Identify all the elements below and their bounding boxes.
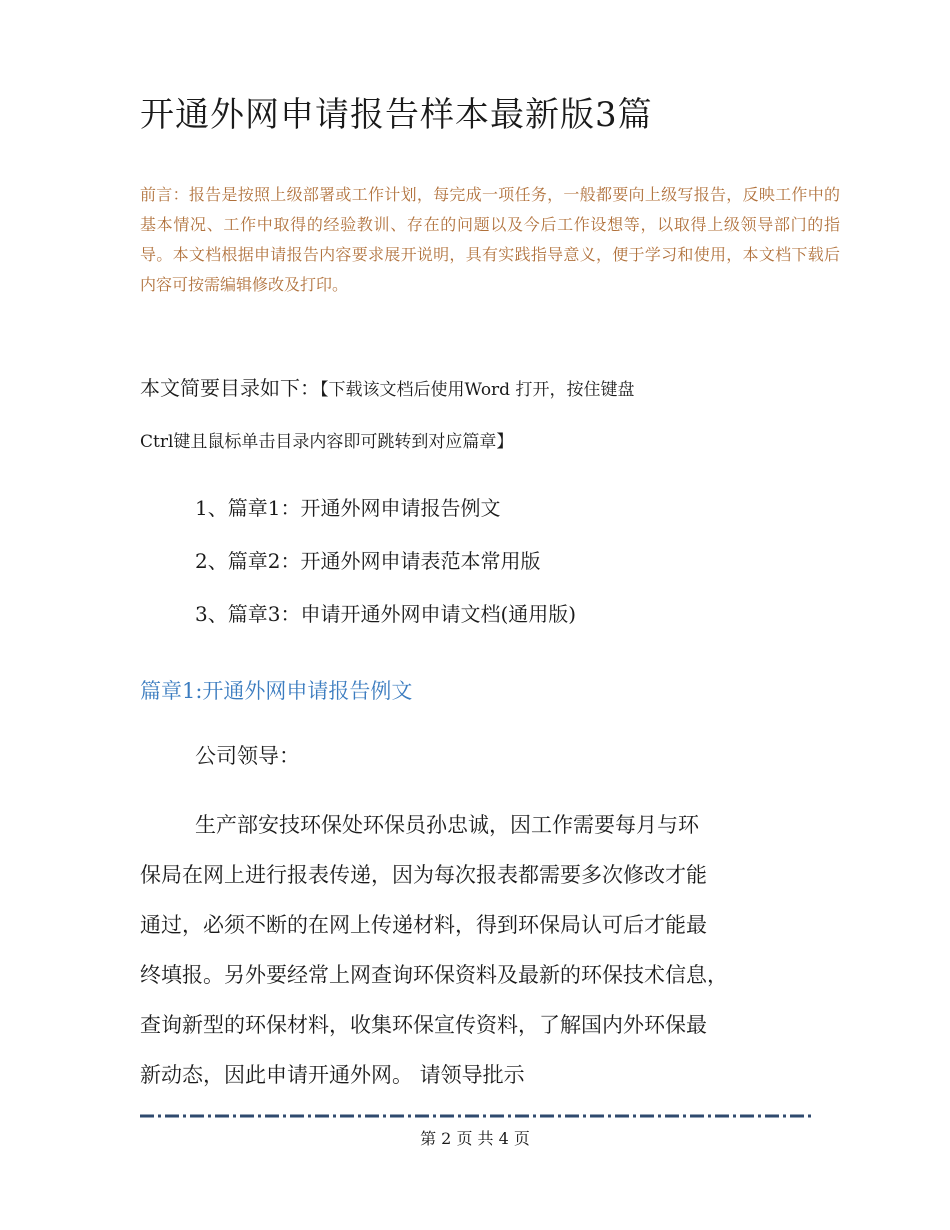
letter-salutation: 公司领导： xyxy=(195,744,300,768)
toc-note-part2: Ctrl键且鼠标单击目录内容即可跳转到对应篇章】 xyxy=(140,432,514,452)
toc-link-chapter-1[interactable]: 1、篇章1：开通外网申请报告例文 xyxy=(195,496,501,520)
toc-intro-line xyxy=(140,370,634,408)
body-line: 保局在网上进行报表传递，因为每次报表都需要多次修改才能 xyxy=(140,863,707,887)
toc-note-part1: 【下载该文档后使用Word 打开，按住键盘 xyxy=(320,380,635,400)
chapter-1-heading: 篇章1:开通外网申请报告例文 xyxy=(140,679,413,703)
body-line: 查询新型的环保材料，收集环保宣传资料，了解国内外环保最 xyxy=(140,1013,707,1037)
footer-divider xyxy=(140,1114,812,1118)
toc-link-chapter-2[interactable]: 2、篇章2：开通外网申请表范本常用版 xyxy=(195,549,541,573)
letter-body xyxy=(140,800,830,1100)
document-title: 开通外网申请报告样本最新版3篇 xyxy=(140,95,653,135)
body-line: 新动态，因此申请开通外网。 请领导批示 xyxy=(140,1063,525,1087)
preface-paragraph: 前言：报告是按照上级部署或工作计划，每完成一项任务，一般都要向上级写报告，反映工作中的基本情况、工作中取得的经验教训、存在的问题以及今后工作设想等，以取得上级领导部门的指导。本文档根据申请报告内容要求展开说明，具有实践指导意义，便于学习和使用，本文档下载后内容可按需编辑修改及打印。 xyxy=(140,185,840,294)
toc-intro-label: 本文简要目录如下： xyxy=(140,376,320,400)
body-line: 终填报。另外要经常上网查询环保资料及最新的环保技术信息， xyxy=(140,963,728,987)
page-number: 第 2 页 共 4 页 xyxy=(420,1129,530,1148)
body-line: 生产部安技环保处环保员孙忠诚，因工作需要每月与环 xyxy=(195,813,699,837)
body-line: 通过，必须不断的在网上传递材料，得到环保局认可后才能最 xyxy=(140,913,707,937)
toc-link-chapter-3[interactable]: 3、篇章3：申请开通外网申请文档(通用版) xyxy=(195,602,577,626)
